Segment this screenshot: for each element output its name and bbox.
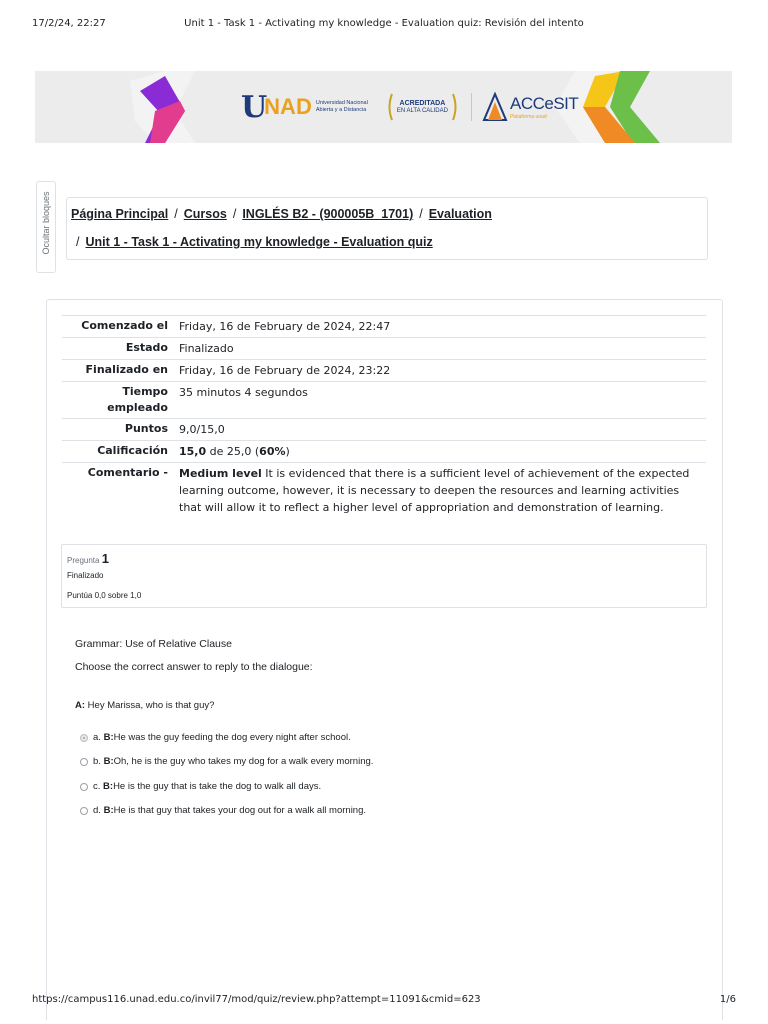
answer-option-d[interactable] <box>80 805 366 816</box>
summary-label: Puntos <box>124 422 168 435</box>
logo-separator <box>471 93 472 121</box>
radio-button-checked[interactable] <box>80 734 88 742</box>
breadcrumb-separator: / <box>76 235 80 249</box>
accesit-text: ACCeSIT <box>509 94 579 113</box>
option-speaker: B: <box>103 756 114 767</box>
option-letter: d. <box>93 805 101 816</box>
question-number <box>67 551 109 566</box>
grade-close: ) <box>285 445 290 458</box>
question-grade: Puntúa 0,0 sobre 1,0 <box>67 591 142 600</box>
unad-logo-nad: NAD <box>264 94 312 119</box>
answer-option-b[interactable] <box>80 756 373 767</box>
print-url: https://campus116.unad.edu.co/invil77/mod/quiz/review.php?attempt=11091&cmid=623 <box>32 994 481 1005</box>
option-text: He was the guy feeding the dog every night after school. <box>113 732 351 743</box>
breadcrumb-separator: / <box>174 207 178 221</box>
option-text: Oh, he is the guy who takes my dog for a walk every morning. <box>113 756 374 767</box>
breadcrumb-separator: / <box>232 207 237 221</box>
summary-value: 9,0/15,0 <box>179 423 225 436</box>
summary-row-comment <box>62 463 706 519</box>
question-info <box>61 544 707 608</box>
comment-label: Comentario - <box>87 466 168 479</box>
summary-row <box>62 316 706 338</box>
accesit-triangle-icon <box>482 92 508 122</box>
grade-label: Calificación <box>97 444 168 457</box>
unad-sub-line2: Abierta y a Distancia <box>315 107 367 113</box>
radio-button[interactable] <box>80 807 88 815</box>
question-state: Finalizado <box>67 571 104 580</box>
accesit-sub: Plataforma unad <box>509 114 547 120</box>
breadcrumb <box>66 197 708 260</box>
laurel-right-icon <box>451 92 459 122</box>
breadcrumb-separator: / <box>419 207 423 221</box>
radio-button[interactable] <box>80 783 88 791</box>
option-text: He is that guy that takes your dog out for a walk all morning. <box>113 805 367 816</box>
summary-label: Tiempo empleado <box>107 385 168 414</box>
print-title: Unit 1 - Task 1 - Activating my knowledge - Evaluation quiz: Revisión del intento <box>184 18 584 29</box>
breadcrumb-home[interactable]: Página Principal <box>71 207 169 221</box>
prompt-text: Hey Marissa, who is that guy? <box>85 700 215 711</box>
prompt-speaker: A: <box>75 700 86 711</box>
summary-value: 35 minutos 4 segundos <box>179 386 308 399</box>
accreditation-seal <box>386 92 459 122</box>
summary-row <box>62 338 706 360</box>
option-letter: a. <box>93 732 101 743</box>
accesit-logo <box>510 94 578 120</box>
accreditation-sub: EN ALTA CALIDAD <box>396 107 448 114</box>
header-banner <box>35 71 732 143</box>
accreditation-title: ACREDITADA <box>399 99 446 107</box>
comment-text: It is evidenced that there is a sufficient level of achievement of the expected learning outcome, however, it is necessary to deepen the resources and learning activities that will allow it to reflect a higher level of appropriation and demonstration of learning. <box>179 467 690 514</box>
breadcrumb-course[interactable]: INGLÉS B2 - (900005B_1701) <box>242 207 414 221</box>
unad-logo-u: U <box>241 89 267 125</box>
summary-label: Finalizado en <box>85 363 168 376</box>
grade-max: de 25,0 ( <box>206 445 260 458</box>
summary-row <box>62 419 706 441</box>
summary-value: Finalizado <box>179 342 234 355</box>
grade-percent: 60% <box>259 445 286 458</box>
option-speaker: B: <box>103 805 114 816</box>
summary-value: Friday, 16 de February de 2024, 23:22 <box>179 364 391 377</box>
option-speaker: B: <box>103 781 114 792</box>
print-page-number: 1/6 <box>719 994 736 1005</box>
question-number-value: 1 <box>101 551 109 566</box>
comment-value <box>173 463 706 519</box>
breadcrumb-quiz[interactable]: Unit 1 - Task 1 - Activating my knowledge - Evaluation quiz <box>85 235 433 249</box>
print-date: 17/2/24, 22:27 <box>32 18 106 29</box>
comment-level: Medium level <box>179 467 262 480</box>
hide-blocks-label: Ocultar bloques <box>41 191 51 255</box>
logos <box>241 85 578 129</box>
option-speaker: B: <box>103 732 114 743</box>
option-letter: c. <box>93 781 101 792</box>
summary-row <box>62 382 706 419</box>
option-letter: b. <box>93 756 101 767</box>
accreditation-text <box>394 100 451 115</box>
radio-button[interactable] <box>80 758 88 766</box>
grade-value <box>173 441 706 463</box>
unad-sub-line1: Universidad Nacional <box>315 100 368 106</box>
hide-blocks-toggle[interactable] <box>36 181 56 273</box>
answer-option-a[interactable] <box>80 732 351 743</box>
unad-logo-sub <box>316 100 378 114</box>
summary-row <box>62 360 706 382</box>
question-label: Pregunta <box>67 556 100 565</box>
summary-label: Comenzado el <box>81 319 168 332</box>
option-text: He is the guy that is take the dog to walk all days. <box>113 781 322 792</box>
summary-value: Friday, 16 de February de 2024, 22:47 <box>179 320 391 333</box>
grade-score: 15,0 <box>179 445 207 458</box>
question-instruction: Choose the correct answer to reply to the dialogue: <box>75 661 313 673</box>
laurel-left-icon <box>386 92 394 122</box>
breadcrumb-courses[interactable]: Cursos <box>183 207 227 221</box>
breadcrumb-section[interactable]: Evaluation <box>428 207 492 221</box>
question-prompt <box>75 700 214 711</box>
summary-label: Estado <box>125 341 168 354</box>
attempt-summary-table <box>62 315 706 518</box>
summary-row-grade <box>62 441 706 463</box>
answer-option-c[interactable] <box>80 781 321 792</box>
question-title: Grammar: Use of Relative Clause <box>75 638 232 650</box>
